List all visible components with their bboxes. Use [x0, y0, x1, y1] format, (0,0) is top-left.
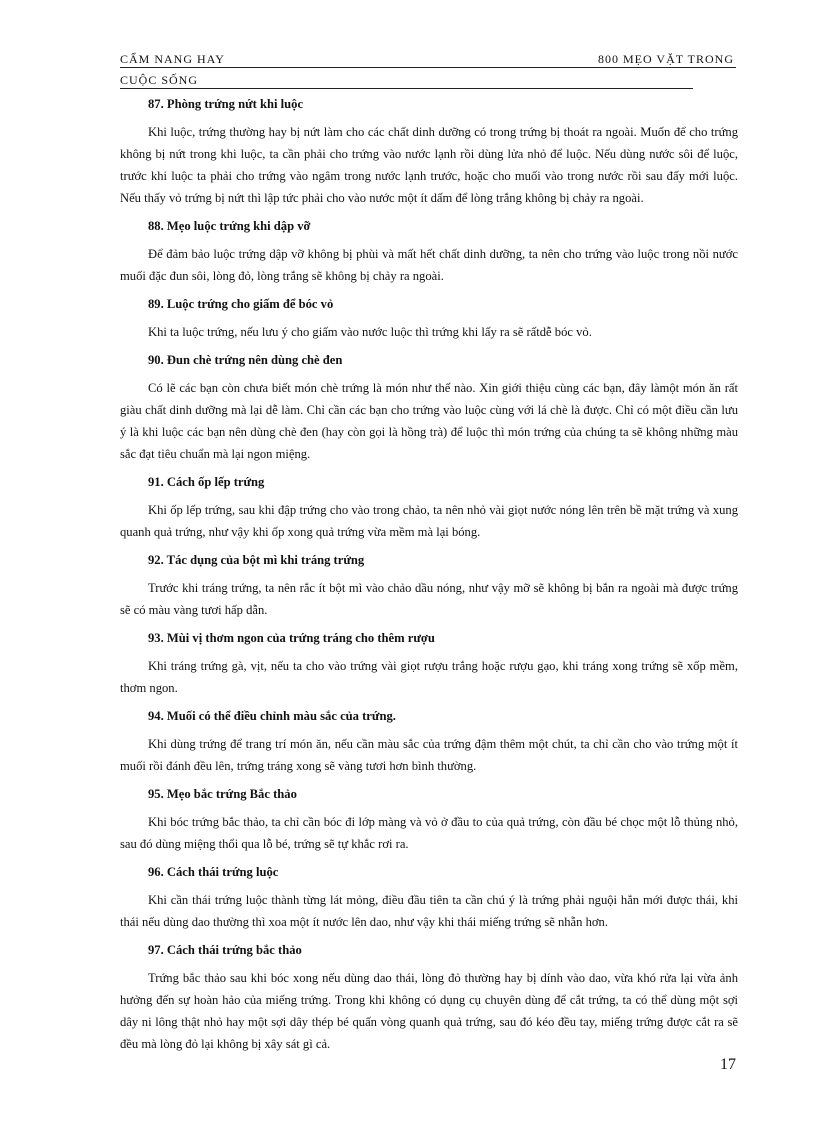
tip-body: Khi luộc, trứng thường hay bị nứt làm cho các chất dinh dưỡng có trong trứng bị thoát ra ngoài. Muốn để cho trứng không bị nứt trong khi luộc, ta cần phải cho trứng vào nước lạnh rồi dùng lửa nhỏ để luộc. Nếu dùng nước sôi để luộc, trước khi luộc ta phải cho trứng vào ngâm trong nước lạnh trước, hoặc cho muối vào trong nước rồi sau đấy mới luộc. Nếu thấy vỏ trứng bị nứt thì lập tức phải cho vào nước một ít dấm để lòng trắng không bị chảy ra ngoài. — [120, 125, 738, 205]
page-number: 17 — [720, 1056, 736, 1073]
tip-section-87 — [120, 96, 738, 209]
tip-body: Khi bóc trứng bắc thảo, ta chỉ cần bóc đi lớp màng và vỏ ở đầu to của quả trứng, còn đầu bé chọc một lỗ thủng nhỏ, sau đó dùng miệng thổi qua lỗ bé, trứng sẽ tự khắc rơi ra. — [120, 815, 738, 851]
tip-body: Khi ta luộc trứng, nếu lưu ý cho giấm vào nước luộc thì trứng khi lấy ra sẽ rấtdễ bóc vỏ. — [148, 325, 592, 339]
tip-body: Trước khi tráng trứng, ta nên rắc ít bột mì vào chảo dầu nóng, như vậy mỡ sẽ không bị bắn ra ngoài mà được trứng sẽ có màu vàng tươi hấp dẫn. — [120, 581, 738, 617]
header-series-title-continued: CUỘC SỐNG — [120, 73, 199, 87]
tip-title: 93. Mùi vị thơm ngon của trứng tráng cho thêm rượu — [148, 631, 435, 645]
tip-title: 95. Mẹo bắc trứng Bắc thảo — [148, 787, 297, 801]
tip-section-92 — [120, 552, 738, 621]
tip-title: 91. Cách ốp lếp trứng — [148, 475, 265, 489]
tip-title: 94. Muối có thể điều chỉnh màu sắc của trứng. — [148, 709, 396, 723]
tip-body: Khi cần thái trứng luộc thành từng lát mỏng, điều đầu tiên ta cần chú ý là trứng phải nguội hẳn mới được thái, khi thái nếu dùng dao thường thì xoa một ít nước lên dao, như vậy khi thái miếng trứng sẽ nhẵn hơn. — [120, 893, 738, 929]
tip-section-93 — [120, 630, 738, 699]
tip-section-95 — [120, 786, 738, 855]
header-book-title: CẨM NANG HAY — [120, 52, 225, 66]
tip-body: Khi ốp lếp trứng, sau khi đập trứng cho vào trong chảo, ta nên nhỏ vài giọt nước nóng lên trên bề mặt trứng và xung quanh quả trứng, như vậy khi ốp xong quả trứng vừa mềm mà lại bóng. — [120, 503, 738, 539]
tip-title: 96. Cách thái trứng luộc — [148, 865, 279, 879]
header-rule-bottom — [120, 88, 693, 89]
tip-section-97 — [120, 942, 738, 1055]
header-rule-top — [120, 67, 736, 68]
tip-section-96 — [120, 864, 738, 933]
tip-section-88 — [120, 218, 738, 287]
tip-section-91 — [120, 474, 738, 543]
tip-body: Khi dùng trứng để trang trí món ăn, nếu cần màu sắc của trứng đậm thêm một chút, ta chỉ cần cho vào trứng một ít muối rồi đánh đều lên, trứng tráng xong sẽ vàng tươi hơn bình thường. — [120, 737, 738, 773]
tip-title: 87. Phòng trứng nứt khi luộc — [148, 97, 304, 111]
tip-title: 89. Luộc trứng cho giấm để bóc vỏ — [148, 297, 334, 311]
tip-section-94 — [120, 708, 738, 777]
tip-body: Khi tráng trứng gà, vịt, nếu ta cho vào trứng vài giọt rượu trắng hoặc rượu gạo, khi tráng xong trứng sẽ xốp mềm, thơm ngon. — [120, 659, 738, 695]
page-content — [120, 96, 738, 1064]
tip-body: Trứng bắc thảo sau khi bóc xong nếu dùng dao thái, lòng đỏ thường hay bị dính vào dao, vừa khó rửa lại vừa ảnh hưởng đến sự hoàn hảo của miếng trứng. Trong khi không có dụng cụ chuyên dùng để cắt trứng, ta có thể dùng một sợi dây ni lông thật nhỏ hay một sợi dây thép bé quấn vòng quanh quả trứng, sau đó kéo đều tay, miếng trứng được cắt ra sẽ đều mà lòng đỏ lại không bị xây sát gì cả. — [120, 971, 738, 1051]
tip-title: 97. Cách thái trứng bắc thảo — [148, 943, 302, 957]
header-series-title: 800 MẸO VẶT TRONG — [597, 52, 734, 66]
tip-section-90 — [120, 352, 738, 465]
tip-section-89 — [120, 296, 738, 343]
tip-body: Để đảm bảo luộc trứng dập vỡ không bị phùi và mất hết chất dinh dưỡng, ta nên cho trứng vào luộc trong nồi nước muối đặc đun sôi, lòng đỏ, lòng trắng sẽ không bị chảy ra ngoài. — [120, 247, 738, 283]
tip-title: 90. Đun chè trứng nên dùng chè đen — [148, 353, 343, 367]
tip-title: 92. Tác dụng của bột mì khi tráng trứng — [148, 553, 365, 567]
tip-body: Có lẽ các bạn còn chưa biết món chè trứng là món như thế nào. Xin giới thiệu cùng các bạn, đây làmột món ăn rất giàu chất dinh dưỡng mà lại dễ làm. Chỉ cần các bạn cho trứng vào luộc cùng với lá chè là được. Chỉ có một điều cần lưu ý là khi luộc các bạn nên dùng chè đen (hay còn gọi là hồng trà) để luộc thì món trứng của chúng ta sẽ không những màu sắc đạt tiêu chuẩn mà lại ngon miệng. — [120, 381, 738, 461]
tip-title: 88. Mẹo luộc trứng khi dập vỡ — [148, 219, 311, 233]
